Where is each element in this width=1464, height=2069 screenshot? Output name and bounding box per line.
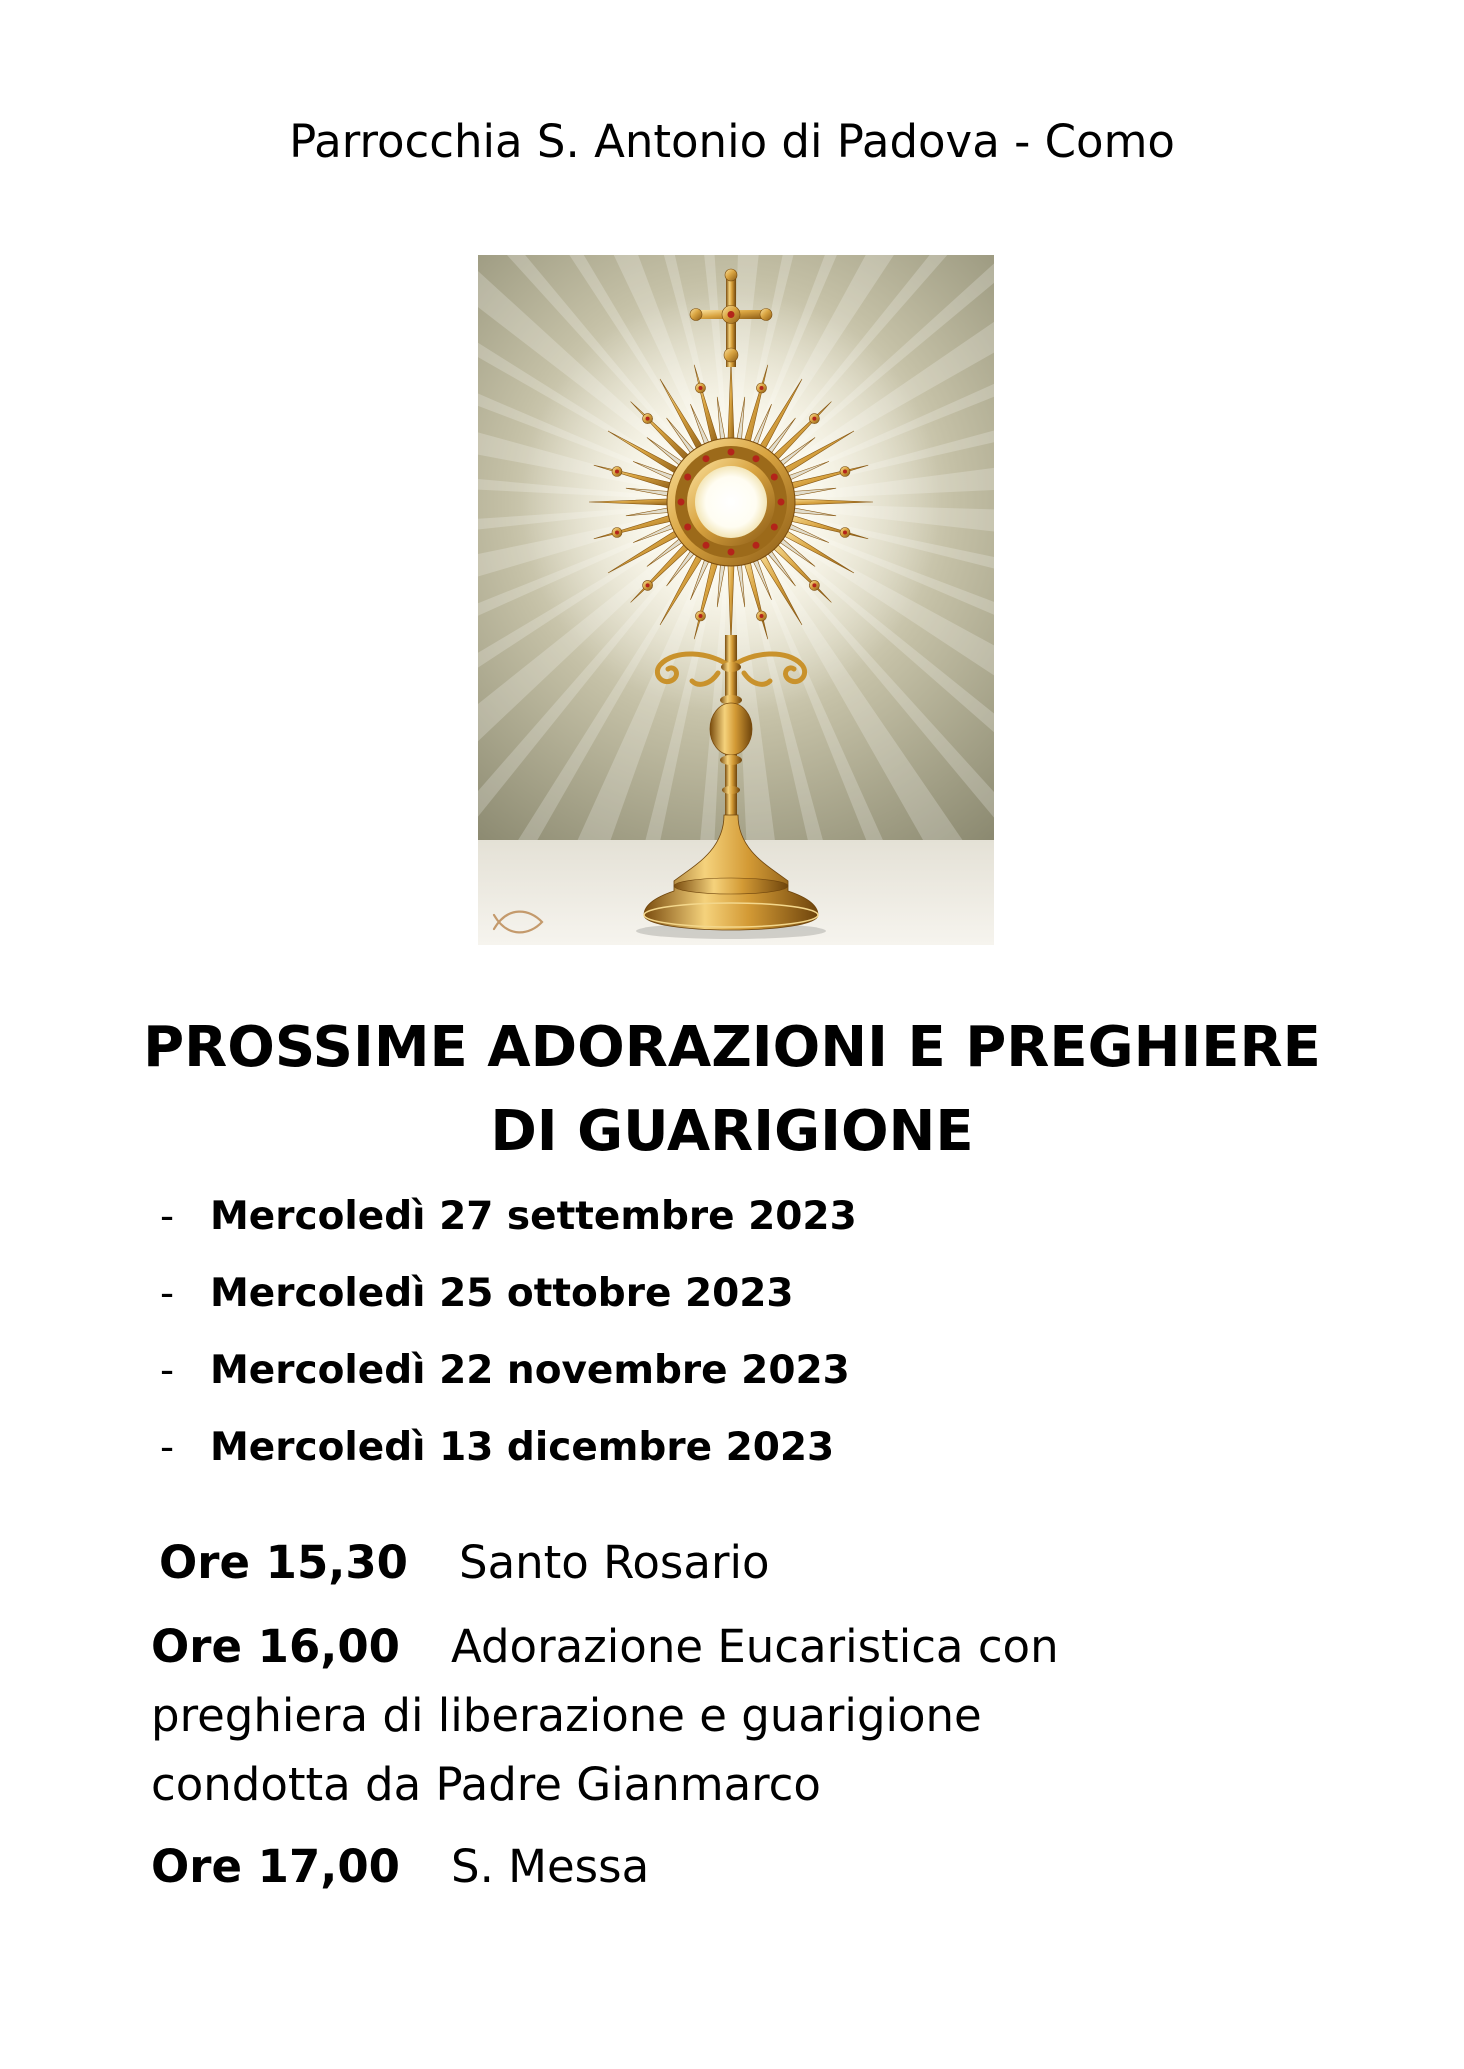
event-date: Mercoledì 22 novembre 2023 <box>210 1348 850 1393</box>
monstrance-image <box>478 255 994 945</box>
ring-gem <box>778 499 785 506</box>
spike-gem <box>699 386 703 390</box>
title-line-1: PROSSIME ADORAZIONI E PREGHIERE <box>143 1015 1321 1080</box>
schedule-item-rosary <box>159 1533 769 1593</box>
ring-gem <box>703 455 710 462</box>
base-step <box>674 878 788 894</box>
cross-gem <box>728 311 735 318</box>
ring-gem <box>771 474 778 481</box>
spike-gem <box>646 583 650 587</box>
event-date: Mercoledì 27 settembre 2023 <box>210 1194 857 1239</box>
parish-name: Parrocchia S. Antonio di Padova - Como <box>289 115 1175 168</box>
ring-gem <box>703 542 710 549</box>
list-bullet: - <box>160 1348 175 1393</box>
stem-collar <box>721 662 741 672</box>
date-list <box>160 1178 857 1486</box>
stem-collar <box>720 755 742 765</box>
ring-gem <box>678 499 685 506</box>
event-title <box>0 1006 1464 1174</box>
schedule-description-continued: condotta da Padre Gianmarco <box>151 1758 821 1811</box>
title-line-2: DI GUARIGIONE <box>490 1099 974 1164</box>
spike-gem <box>760 614 764 618</box>
list-item <box>160 1255 857 1332</box>
schedule-description-continued: preghiera di liberazione e guarigione <box>151 1689 982 1742</box>
spike-gem <box>699 614 703 618</box>
event-date: Mercoledì 13 dicembre 2023 <box>210 1425 835 1470</box>
schedule-time: Ore 15,30 <box>159 1536 408 1589</box>
ring-gem <box>753 455 760 462</box>
spike-gem <box>760 386 764 390</box>
list-item <box>160 1409 857 1486</box>
ring-gem <box>684 524 691 531</box>
spike-gem <box>812 583 816 587</box>
schedule-description: S. Messa <box>451 1840 650 1893</box>
stem-collar <box>722 786 740 794</box>
spike-gem <box>843 531 847 535</box>
host-ring <box>667 438 795 566</box>
schedule-item-mass <box>151 1837 649 1897</box>
spike-gem <box>843 470 847 474</box>
cross-left-end <box>690 309 702 321</box>
spike-gem <box>646 417 650 421</box>
schedule-description: Santo Rosario <box>459 1536 770 1589</box>
list-bullet: - <box>160 1194 175 1239</box>
list-bullet: - <box>160 1425 175 1470</box>
ring-gem <box>771 524 778 531</box>
list-item <box>160 1332 857 1409</box>
list-item <box>160 1178 857 1255</box>
host <box>695 466 767 538</box>
cross-right-end <box>760 309 772 321</box>
ring-gem <box>728 449 735 456</box>
cross-top-end <box>725 269 737 281</box>
ring-gem <box>753 542 760 549</box>
schedule-time: Ore 16,00 <box>151 1620 400 1673</box>
schedule-time: Ore 17,00 <box>151 1840 400 1893</box>
event-date: Mercoledì 25 ottobre 2023 <box>210 1271 794 1316</box>
spike-gem <box>615 531 619 535</box>
cross-orb <box>724 348 738 362</box>
knob <box>710 703 752 755</box>
ring-gem <box>728 549 735 556</box>
schedule-item-adoration <box>151 1612 1059 1819</box>
spike-gem <box>615 470 619 474</box>
ring-gem <box>684 474 691 481</box>
schedule-description: Adorazione Eucaristica con <box>451 1620 1059 1673</box>
spike-gem <box>812 417 816 421</box>
list-bullet: - <box>160 1271 175 1316</box>
